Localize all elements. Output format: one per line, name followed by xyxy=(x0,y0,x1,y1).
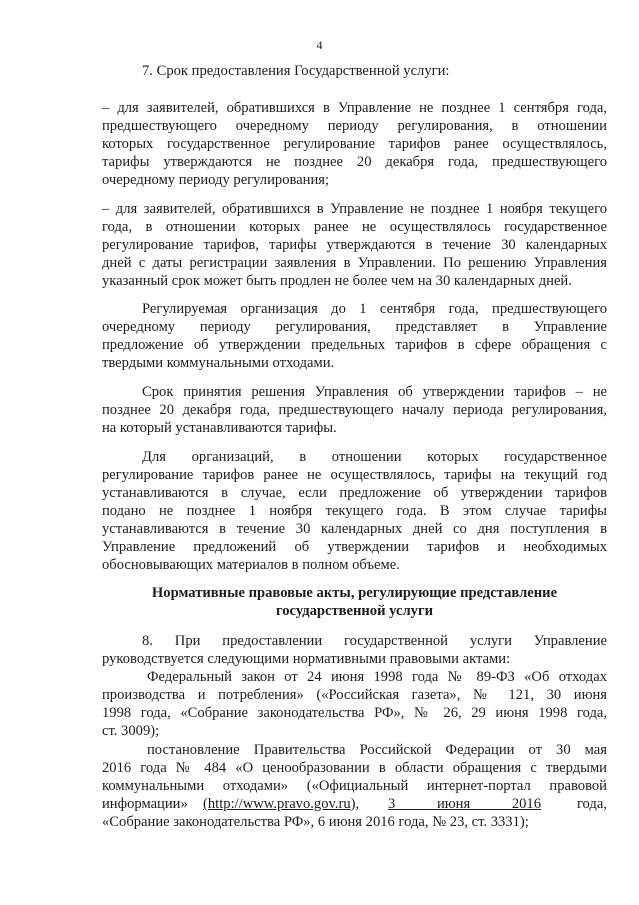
paragraph-line: регулирование тарифов ранее не осуществлялось, тарифы на текущий год xyxy=(102,467,607,483)
paragraph-line: производства и потребления» («Российская газета», № 121, 30 июня xyxy=(102,687,607,703)
paragraph-line: подано не позднее 1 ноября текущего года. В этом случае тарифы xyxy=(102,503,607,519)
paragraph-line: Срок принятия решения Управления об утверждении тарифов – не xyxy=(142,384,607,400)
paragraph-line: «Собрание законодательства РФ», 6 июня 2016 года, № 23, ст. 3331); xyxy=(102,814,529,830)
paragraph-line: Регулируемая организация до 1 сентября года, предшествующего xyxy=(142,301,607,317)
paragraph-line: регулирование тарифов, тарифы утверждаются в течение 30 календарных xyxy=(102,237,607,253)
section-heading: Нормативные правовые акты, регулирующие представление xyxy=(151,585,558,601)
paragraph-line: Для организаций, в отношении которых государственное xyxy=(142,449,607,465)
paragraph-line: очередному периоду регулирования, представляет в Управление xyxy=(102,319,607,335)
paragraph-line: указанный срок может быть продлен не более чем на 30 календарных дней. xyxy=(102,273,572,289)
pravo-gov-link[interactable]: (http://www.pravo.gov.ru), xyxy=(203,796,360,812)
paragraph-line: твердыми коммунальными отходами. xyxy=(102,355,335,371)
paragraph-line: которых государственное регулирование тарифов ранее осуществлялось, xyxy=(102,136,607,152)
section-heading: государственной услуги xyxy=(275,603,434,619)
paragraph-line: обосновывающих материалов в полном объеме. xyxy=(102,557,400,573)
page-number: 4 xyxy=(316,38,323,52)
publication-date: 3 июня 2016 xyxy=(388,796,542,812)
paragraph-line: – для заявителей, обратившихся в Управление не позднее 1 сентября года, xyxy=(102,100,607,116)
paragraph-line: 1998 года, «Собрание законодательства РФ», № 26, 29 июня 1998 года, xyxy=(102,705,607,721)
paragraph-line: предложение об утверждении предельных тарифов в сфере обращения с xyxy=(102,337,607,353)
paragraph-line: руководствуется следующими нормативными правовыми актами: xyxy=(102,651,511,667)
paragraph-line: тарифы утверждаются не позднее 20 декабря года, предшествующего xyxy=(102,154,607,170)
paragraph-line: 2016 года № 484 «О ценообразовании в области обращения с твердыми xyxy=(102,760,607,776)
section-7-title: 7. Срок предоставления Государственной услуги: xyxy=(142,63,450,79)
paragraph-line xyxy=(102,795,607,813)
paragraph-line: позднее 20 декабря года, предшествующего началу периода регулирования, xyxy=(102,402,607,418)
paragraph-line: Управление предложений об утверждении тарифов и необходимых xyxy=(102,539,607,555)
paragraph-line: ст. 3009); xyxy=(102,723,160,739)
paragraph-line: устанавливаются в случае, если предложение об утверждении тарифов xyxy=(102,485,607,501)
paragraph-line: предшествующего очередному периоду регулирования, в отношении xyxy=(102,118,607,134)
paragraph-line: Федеральный закон от 24 июня 1998 года № 89-ФЗ «Об отходах xyxy=(147,669,607,685)
paragraph-line: устанавливаются в течение 30 календарных дней со дня поступления в xyxy=(102,521,607,537)
paragraph-line: очередному периоду регулирования; xyxy=(102,172,330,188)
publication-year: года, xyxy=(576,796,607,812)
paragraph-line: года, в отношении которых ранее не осуществлялось государственное xyxy=(102,219,607,235)
paragraph-line: – для заявителей, обратившихся в Управление не позднее 1 ноября текущего xyxy=(102,201,607,217)
paragraph-line: 8. При предоставлении государственной услуги Управление xyxy=(142,633,607,649)
paragraph-line: дней с даты регистрации заявления в Управлении. По решению Управления xyxy=(102,255,607,271)
paragraph-line: постановление Правительства Российской Федерации от 30 мая xyxy=(147,742,607,758)
paragraph-line: коммунальными отходами» («Официальный интернет-портал правовой xyxy=(102,778,607,794)
source-name: информации» xyxy=(102,796,188,812)
paragraph-line: на который устанавливаются тарифы. xyxy=(102,420,337,436)
